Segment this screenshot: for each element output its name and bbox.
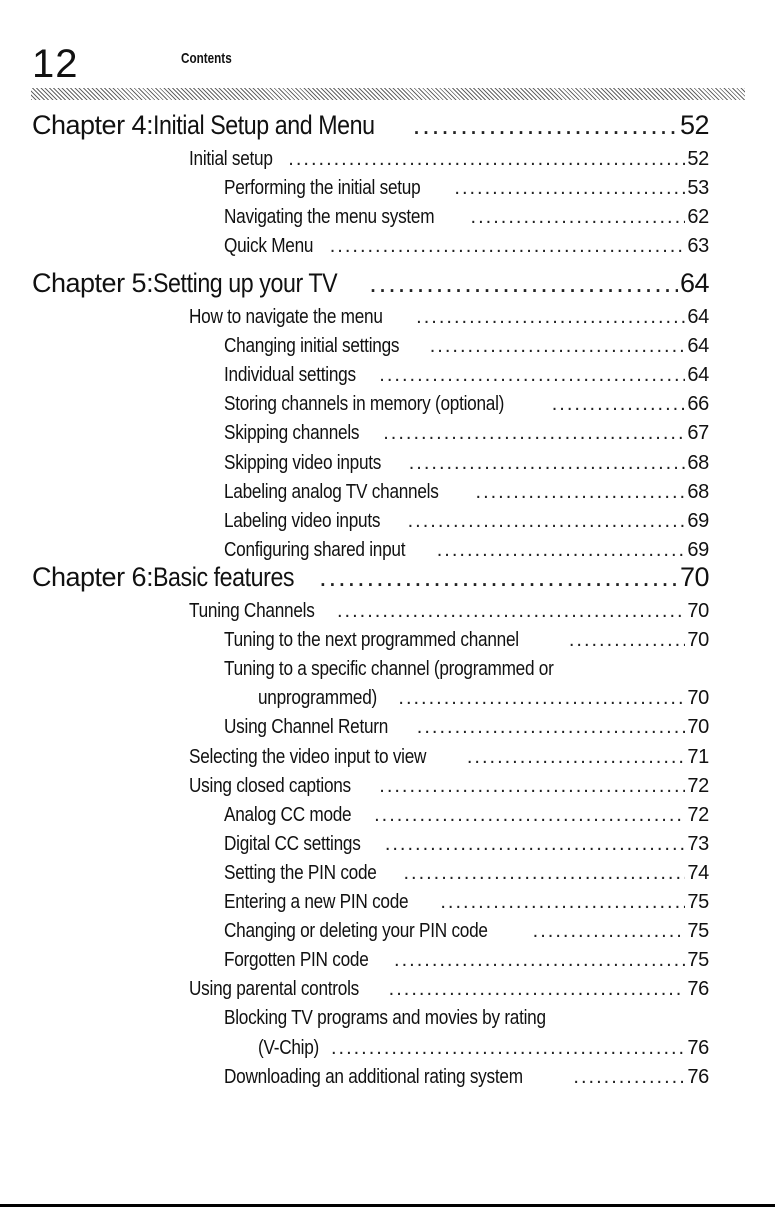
- header-rule: [31, 88, 745, 100]
- dot-leader: [454, 177, 685, 200]
- toc-section: [189, 775, 709, 798]
- dot-leader: [416, 306, 685, 329]
- toc-entry: [258, 1037, 709, 1060]
- dot-leader: [288, 148, 685, 171]
- dot-leader: [430, 335, 686, 358]
- page-ref: 52: [687, 148, 709, 170]
- entry-title: Initial Setup and Menu: [153, 110, 375, 140]
- dot-leader: [337, 600, 685, 623]
- dot-leader: [552, 393, 686, 416]
- toc-subsection: [224, 364, 709, 387]
- toc-subsection: [224, 539, 709, 562]
- toc-subsection: [224, 1066, 709, 1089]
- entry-title: Initial setup: [189, 148, 273, 170]
- entry-title: How to navigate the menu: [189, 306, 383, 328]
- entry-title: unprogrammed): [258, 687, 378, 710]
- entry-title: Basic features: [153, 562, 295, 592]
- entry-title: (V-Chip): [258, 1036, 320, 1059]
- page-ref: 69: [687, 509, 709, 532]
- toc-subsection: [224, 804, 709, 827]
- chapter-heading: [32, 268, 709, 299]
- page-ref: 72: [687, 774, 709, 797]
- entry-title: Tuning to a specific channel (programmed or: [224, 658, 554, 681]
- entry-title: Quick Menu: [224, 235, 314, 258]
- toc-subsection: [224, 206, 709, 229]
- dot-leader: [413, 110, 678, 141]
- chapter-label: Chapter 5:: [32, 268, 154, 298]
- page-ref: 64: [679, 268, 709, 298]
- toc-subsection: [224, 422, 709, 445]
- page-ref: 66: [687, 393, 709, 416]
- toc-section: [189, 600, 709, 623]
- dot-leader: [569, 629, 686, 652]
- page-ref: 70: [687, 716, 709, 739]
- toc-subsection: [224, 452, 709, 475]
- page-ref: 76: [687, 1036, 709, 1059]
- toc-entry: [258, 687, 709, 710]
- toc-section: [189, 148, 709, 171]
- page-ref: 75: [687, 949, 709, 972]
- toc-subsection: [224, 920, 709, 943]
- toc-subsection: [224, 177, 709, 200]
- page-ref: 68: [687, 480, 709, 503]
- dot-leader: [533, 920, 686, 943]
- toc-section: [189, 746, 709, 769]
- page-ref: 72: [687, 803, 709, 826]
- dot-leader: [408, 510, 686, 533]
- toc-section: [189, 978, 709, 1001]
- chapter-heading: [32, 562, 709, 593]
- toc-subsection: [224, 891, 709, 914]
- entry-title: Selecting the video input to view: [189, 745, 427, 768]
- dot-leader: [409, 452, 686, 475]
- toc-subsection: [224, 862, 709, 885]
- toc-subsection: [224, 833, 709, 856]
- page-ref: 75: [687, 920, 709, 943]
- page-ref: 64: [687, 335, 709, 358]
- entry-title: Setting the PIN code: [224, 861, 377, 884]
- dot-leader: [330, 235, 686, 258]
- entry-title: Labeling analog TV channels: [224, 480, 439, 503]
- dot-leader: [389, 978, 686, 1001]
- toc-subsection: [224, 393, 709, 416]
- toc-subsection: [224, 335, 709, 358]
- page-ref: 64: [687, 306, 709, 328]
- entry-title: Forgotten PIN code: [224, 949, 369, 972]
- entry-title: Using Channel Return: [224, 716, 389, 739]
- page-ref: 76: [687, 978, 709, 1001]
- entry-title: Blocking TV programs and movies by rating: [224, 1007, 546, 1030]
- running-head: Contents: [181, 50, 232, 67]
- page-ref: 69: [687, 538, 709, 561]
- page-ref: 63: [687, 235, 709, 258]
- page-ref: 64: [687, 364, 709, 387]
- dot-leader: [385, 833, 686, 856]
- page-ref: 75: [687, 891, 709, 913]
- dot-leader: [440, 891, 685, 914]
- dot-leader: [437, 539, 686, 562]
- page-ref: 70: [687, 629, 709, 652]
- entry-title: Tuning to the next programmed channel: [224, 629, 519, 652]
- page-ref: 74: [687, 861, 709, 884]
- chapter-label: Chapter 6:: [32, 562, 154, 592]
- entry-title: Skipping video inputs: [224, 451, 382, 474]
- page-ref: 62: [687, 206, 709, 229]
- page-ref: 76: [687, 1065, 709, 1088]
- toc-subsection: [224, 716, 709, 739]
- dot-leader: [417, 716, 686, 739]
- page-number: 12: [32, 42, 79, 86]
- chapter-label: Chapter 4:: [32, 110, 154, 140]
- page-ref: 67: [687, 422, 709, 445]
- page-ref: 68: [687, 451, 709, 474]
- page-ref: 70: [679, 562, 709, 592]
- chapter-heading: [32, 110, 709, 141]
- entry-title: Using closed captions: [189, 774, 351, 797]
- dot-leader: [467, 746, 686, 769]
- toc-entry-first-line: [224, 658, 607, 681]
- entry-title: Configuring shared input: [224, 538, 406, 561]
- dot-leader: [374, 804, 685, 827]
- page-ref: 71: [687, 745, 709, 768]
- toc-subsection: [224, 481, 709, 504]
- dot-leader: [573, 1066, 685, 1089]
- entry-title: Changing initial settings: [224, 335, 400, 358]
- dot-leader: [379, 364, 685, 387]
- entry-title: Analog CC mode: [224, 803, 352, 826]
- toc-section: [189, 306, 709, 329]
- entry-title: Labeling video inputs: [224, 509, 381, 532]
- page-ref: 70: [687, 687, 709, 710]
- dot-leader: [471, 206, 686, 229]
- dot-leader: [383, 422, 685, 445]
- dot-leader: [394, 949, 685, 972]
- entry-title: Using parental controls: [189, 978, 359, 1001]
- page-ref: 52: [679, 110, 709, 140]
- entry-title: Tuning Channels: [189, 600, 315, 622]
- toc-subsection: [224, 629, 709, 652]
- page-ref: 53: [687, 177, 709, 200]
- entry-title: Entering a new PIN code: [224, 891, 409, 913]
- toc-entry-first-line: [224, 1007, 598, 1030]
- entry-title: Navigating the menu system: [224, 206, 435, 229]
- dot-leader: [319, 562, 678, 593]
- page-ref: 73: [687, 832, 709, 855]
- entry-title: Downloading an additional rating system: [224, 1065, 523, 1088]
- entry-title: Performing the initial setup: [224, 177, 421, 200]
- dot-leader: [476, 481, 686, 504]
- dot-leader: [369, 268, 678, 299]
- dot-leader: [331, 1037, 685, 1060]
- entry-title: Storing channels in memory (optional): [224, 393, 505, 416]
- page-ref: 70: [687, 600, 709, 622]
- dot-leader: [379, 775, 685, 798]
- entry-title: Skipping channels: [224, 422, 360, 445]
- toc-subsection: [224, 949, 709, 972]
- entry-title: Setting up your TV: [153, 268, 338, 298]
- entry-title: Changing or deleting your PIN code: [224, 920, 488, 943]
- entry-title: Individual settings: [224, 364, 356, 387]
- dot-leader: [398, 687, 685, 710]
- entry-title: Digital CC settings: [224, 832, 361, 855]
- toc-subsection: [224, 510, 709, 533]
- toc-subsection: [224, 235, 709, 258]
- dot-leader: [403, 862, 685, 885]
